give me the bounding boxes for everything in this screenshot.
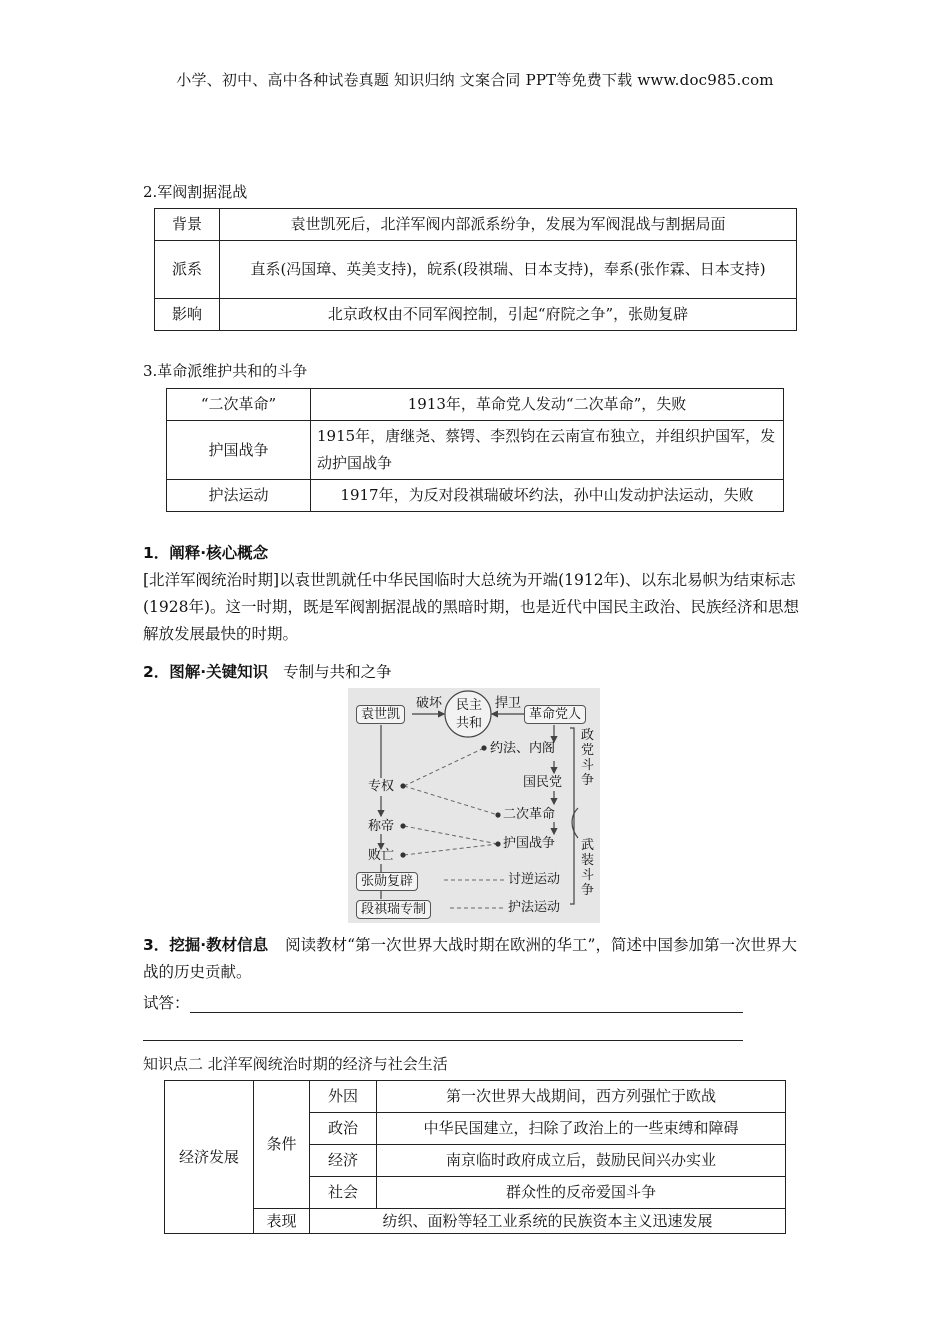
textbook-info-text: 阅读教材“第一次世界大战时期在欧洲的华工”，简述中国参加第一次世界大战的历史贡献。 bbox=[143, 936, 797, 981]
economy-table bbox=[164, 1080, 786, 1234]
warlords-table bbox=[154, 208, 797, 331]
section-title-warlords: 2.军阀割据混战 bbox=[143, 183, 248, 201]
condition-key: 外因 bbox=[310, 1081, 377, 1113]
condition-value: 第一次世界大战期间，西方列强忙于欧战 bbox=[377, 1081, 786, 1113]
row-label-impact: 影响 bbox=[155, 299, 220, 331]
key-knowledge-subtitle: 专制与共和之争 bbox=[283, 663, 392, 681]
answer-line-1[interactable] bbox=[190, 1012, 743, 1013]
row-text-protect-war: 1915年，唐继尧、蔡锷、李烈钧在云南宣布独立，并组织护国军，发动护国战争 bbox=[311, 421, 784, 480]
row-text-second-revolution: 1913年，革命党人发动“二次革命”，失败 bbox=[311, 389, 784, 421]
performance-label: 表现 bbox=[254, 1209, 310, 1234]
diagram-constitution-movement: 护法运动 bbox=[508, 900, 561, 915]
diagram-republic-line1: 民主 bbox=[456, 698, 483, 713]
diagram-armed-struggle: 武装斗争 bbox=[580, 838, 594, 898]
diagram-dictatorship: 专权 bbox=[368, 779, 395, 794]
diagram-protect-war: 护国战争 bbox=[503, 836, 556, 851]
textbook-info bbox=[143, 932, 809, 986]
textbook-info-title: 3．挖掘·教材信息 bbox=[143, 936, 269, 954]
revolution-table bbox=[166, 388, 784, 512]
diagram-destroy-label: 破坏 bbox=[416, 696, 443, 711]
condition-key: 经济 bbox=[310, 1145, 377, 1177]
answer-line-2[interactable] bbox=[143, 1040, 743, 1041]
diagram-republic-line2: 共和 bbox=[456, 716, 483, 731]
row-text-constitution-movement: 1917年，为反对段祺瑞破坏约法，孙中山发动护法运动，失败 bbox=[311, 480, 784, 512]
row-label-background: 背景 bbox=[155, 209, 220, 241]
page-header: 小学、初中、高中各种试卷真题 知识归纳 文案合同 PPT等免费下载 www.doc985.com bbox=[176, 71, 774, 89]
diagram-revolutionaries-box: 革命党人 bbox=[524, 705, 586, 724]
economy-conditions-label: 条件 bbox=[254, 1081, 310, 1209]
row-label-second-revolution: “二次革命” bbox=[167, 389, 311, 421]
row-label-protect-war: 护国战争 bbox=[167, 421, 311, 480]
diagram-duan-box: 段祺瑞专制 bbox=[356, 900, 431, 919]
diagram-defend-label: 捍卫 bbox=[495, 696, 522, 711]
knowledge-point-2-title: 知识点二 北洋军阀统治时期的经济与社会生活 bbox=[143, 1055, 448, 1073]
diagram-party-struggle: 政党斗争 bbox=[580, 728, 594, 788]
diagram-anti-restoration: 讨逆运动 bbox=[508, 872, 561, 887]
section-title-revolution: 3.革命派维护共和的斗争 bbox=[143, 362, 308, 380]
diagram-kmt: 国民党 bbox=[523, 775, 563, 790]
diagram-fall: 败亡 bbox=[368, 848, 395, 863]
diagram-emperor: 称帝 bbox=[368, 819, 395, 834]
key-knowledge-heading bbox=[143, 659, 392, 686]
autocracy-republic-diagram bbox=[348, 688, 600, 923]
economy-group-label: 经济发展 bbox=[165, 1081, 254, 1234]
condition-value: 中华民国建立，扫除了政治上的一些束缚和障碍 bbox=[377, 1113, 786, 1145]
diagram-constitution-cabinet: 约法、内阁 bbox=[490, 741, 556, 756]
condition-value: 群众性的反帝爱国斗争 bbox=[377, 1177, 786, 1209]
answer-label: 试答： bbox=[143, 994, 190, 1012]
condition-key: 社会 bbox=[310, 1177, 377, 1209]
key-knowledge-title: 2．图解·关键知识 bbox=[143, 663, 269, 681]
row-text-factions: 直系(冯国璋、英美支持)，皖系(段祺瑞、日本支持)，奉系(张作霖、日本支持) bbox=[220, 241, 797, 299]
condition-key: 政治 bbox=[310, 1113, 377, 1145]
row-label-factions: 派系 bbox=[155, 241, 220, 299]
diagram-yuan-box: 袁世凯 bbox=[356, 705, 405, 724]
core-concept-text: [北洋军阀统治时期]以袁世凯就任中华民国临时大总统为开端(1912年)、以东北易帜为结束标志(1928年)。这一时期，既是军阀割据混战的黑暗时期，也是近代中国民主政治、民族经济和思想解放发展最快的时期。 bbox=[143, 571, 800, 643]
diagram-second-revolution: 二次革命 bbox=[503, 807, 556, 822]
row-text-background: 袁世凯死后，北洋军阀内部派系纷争，发展为军阀混战与割据局面 bbox=[220, 209, 797, 241]
row-text-impact: 北京政权由不同军阀控制，引起“府院之争”，张勋复辟 bbox=[220, 299, 797, 331]
row-label-constitution-movement: 护法运动 bbox=[167, 480, 311, 512]
diagram-zhang-box: 张勋复辟 bbox=[356, 872, 418, 891]
core-concept-title: 1．阐释·核心概念 bbox=[143, 544, 269, 562]
condition-value: 南京临时政府成立后，鼓励民间兴办实业 bbox=[377, 1145, 786, 1177]
performance-text: 纺织、面粉等轻工业系统的民族资本主义迅速发展 bbox=[310, 1209, 786, 1234]
